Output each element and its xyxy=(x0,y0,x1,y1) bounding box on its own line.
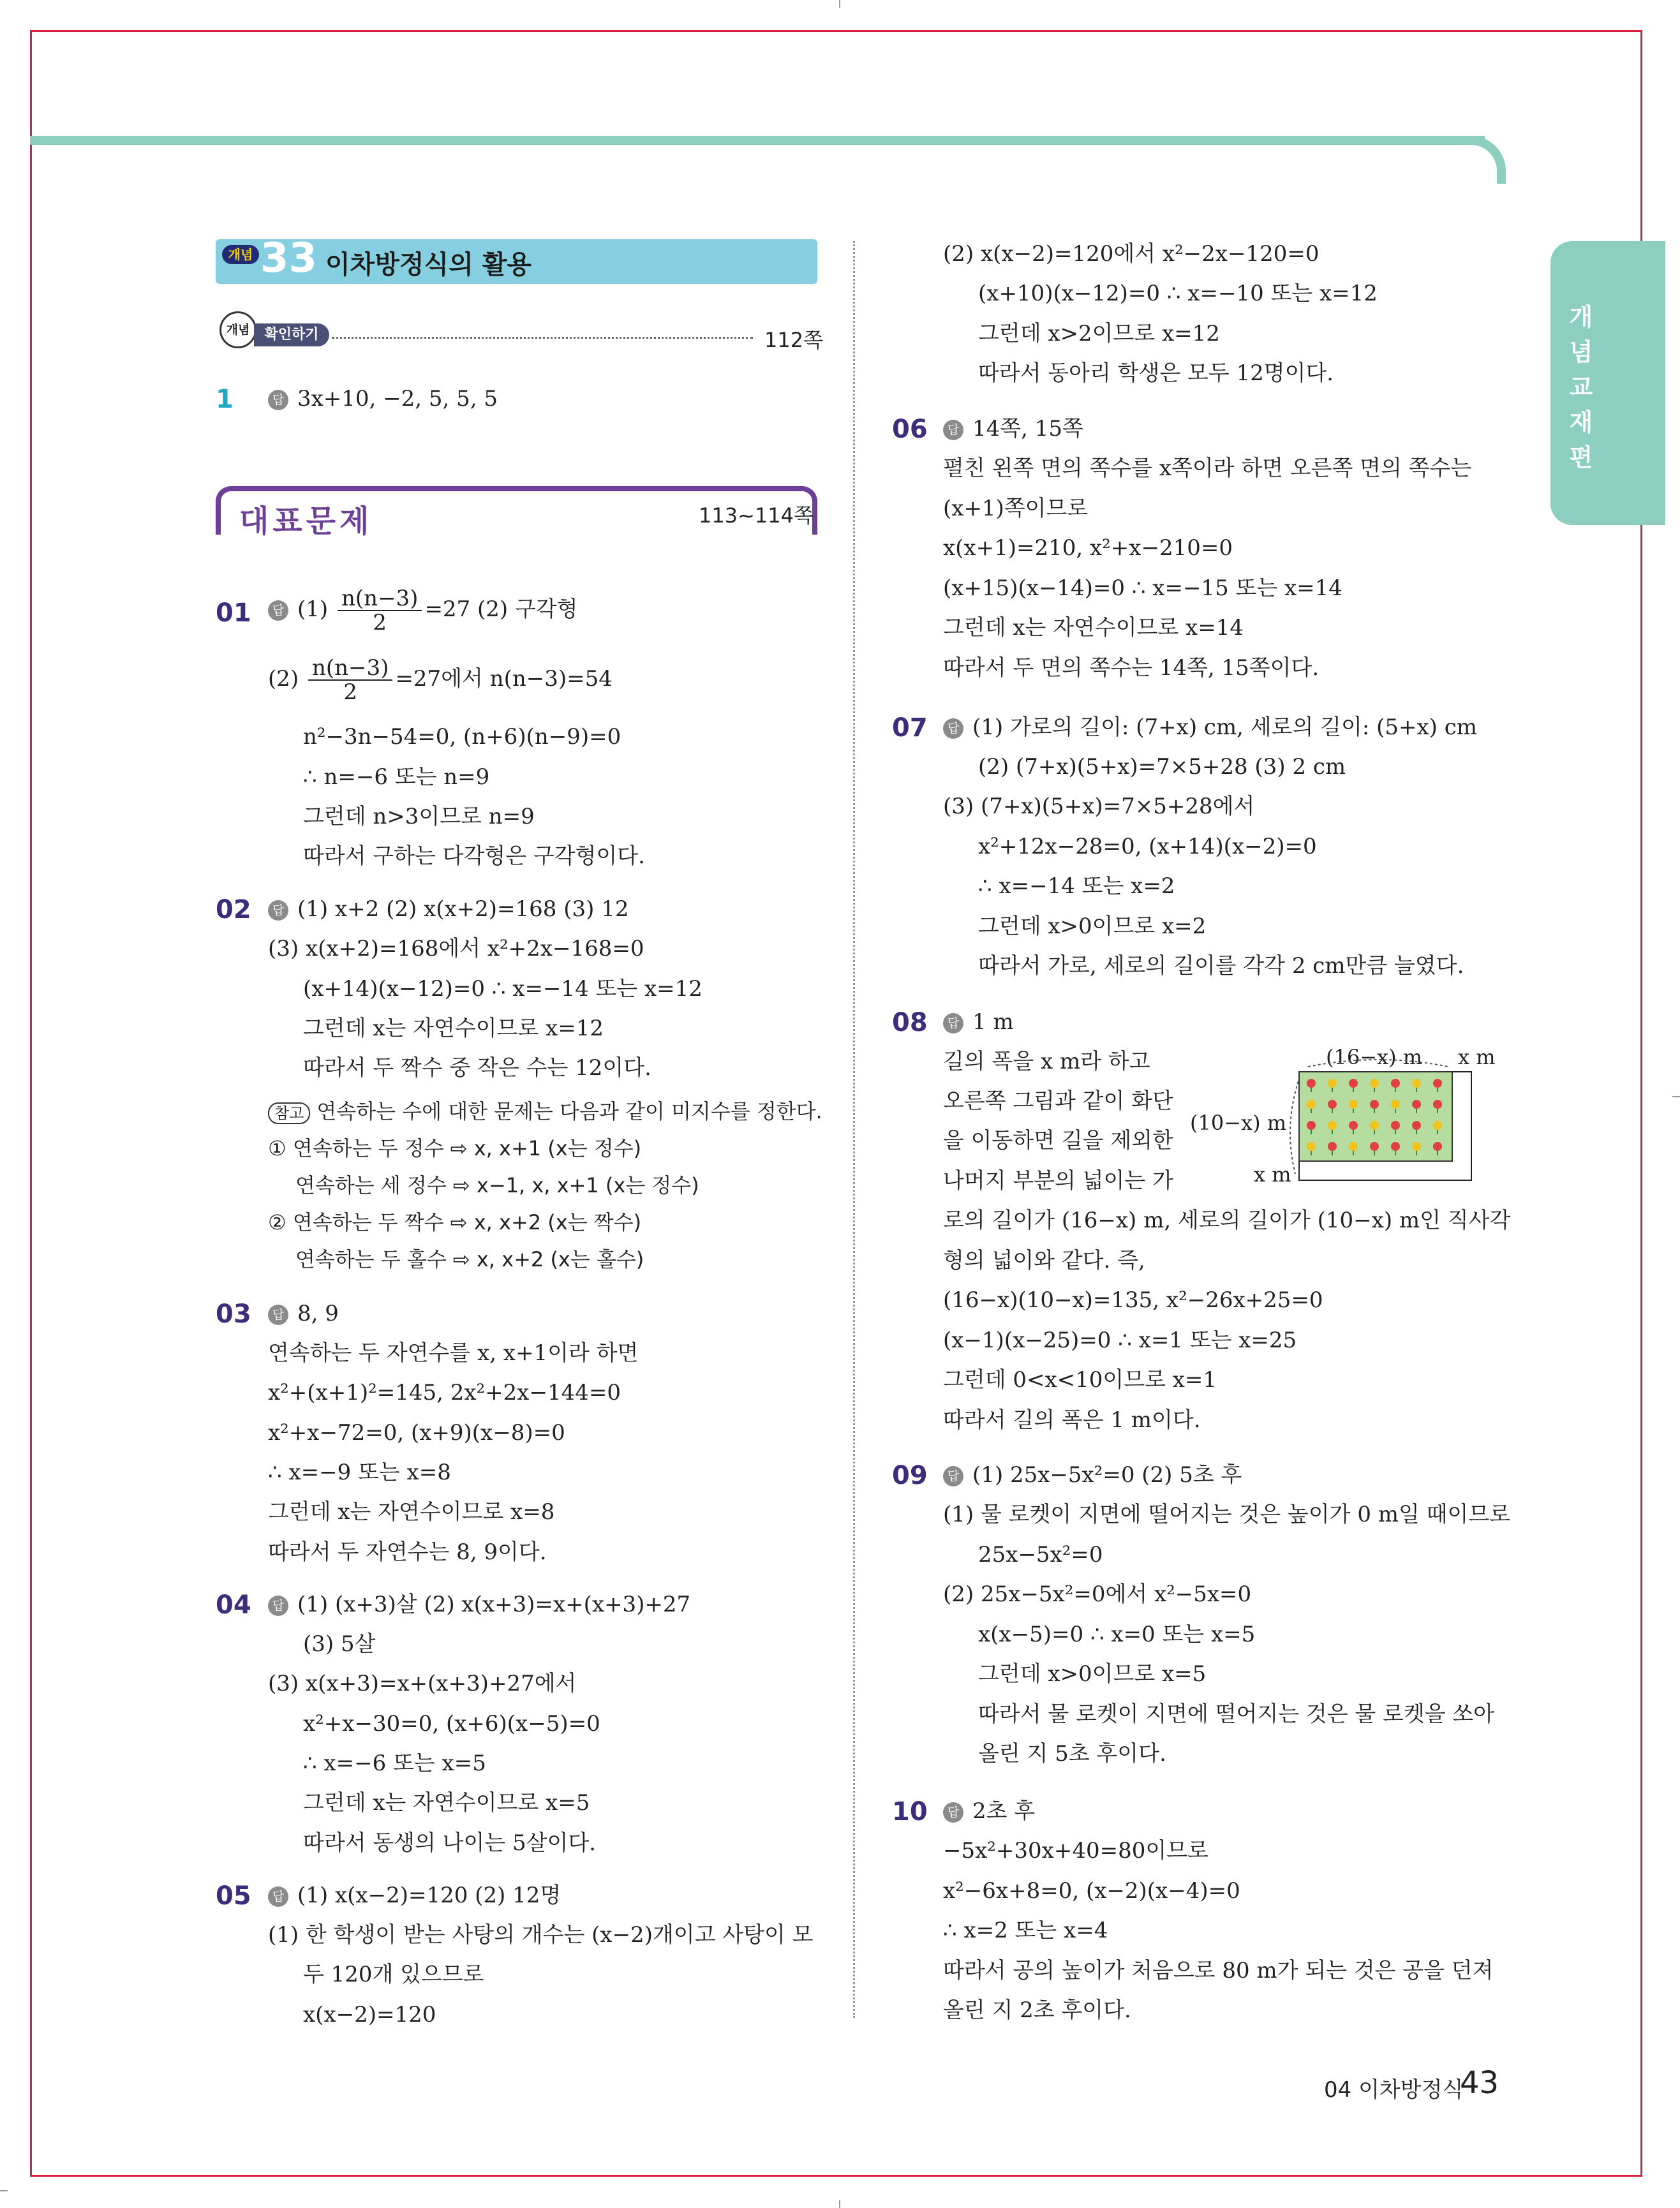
answer-line: 답 2초 후 xyxy=(943,1798,1035,1824)
footer-chapter: 04 이차방정식 xyxy=(1324,2077,1464,2103)
figure-label-top: (16−x) m xyxy=(1326,1045,1423,1069)
answer-icon: 답 xyxy=(943,1802,963,1823)
answer-icon: 답 xyxy=(268,900,288,921)
solution-line: 그런데 n>3이므로 n=9 xyxy=(303,804,535,829)
question-number: 04 xyxy=(216,1590,251,1620)
flower-icon xyxy=(1391,1121,1400,1130)
question-number: 08 xyxy=(892,1008,928,1037)
flower-icon xyxy=(1307,1142,1316,1151)
flower-icon xyxy=(1391,1079,1400,1088)
answer-line: 답 3x+10, −2, 5, 5, 5 xyxy=(268,386,498,411)
solution-line: (x+1)쪽이므로 xyxy=(943,496,1089,521)
answer-line: 답 1 m xyxy=(943,1009,1014,1035)
check-leader-dots xyxy=(332,337,753,339)
answer-line: 답 8, 9 xyxy=(268,1301,339,1326)
flower-icon xyxy=(1370,1079,1379,1088)
flower-icon xyxy=(1349,1121,1358,1130)
solution-line: 나머지 부분의 넓이는 가 xyxy=(943,1168,1173,1194)
solution-line: (1) 한 학생이 받는 사탕의 개수는 (x−2)개이고 사탕이 모 xyxy=(268,1922,814,1948)
answer-line: 답 14쪽, 15쪽 xyxy=(943,416,1083,441)
solution-line: 올린 지 5초 후이다. xyxy=(978,1741,1166,1767)
solution-line: ∴ x=−14 또는 x=2 xyxy=(978,873,1175,899)
solution-line: x²+(x+1)²=145, 2x²+2x−144=0 xyxy=(268,1380,621,1405)
solution-line: ∴ x=2 또는 x=4 xyxy=(943,1918,1108,1943)
solution-line: 오른쪽 그림과 같이 화단 xyxy=(943,1088,1173,1114)
section-title: 이차방정식의 활용 xyxy=(325,250,532,279)
representative-problems-title: 대표문제 xyxy=(239,503,373,539)
side-tab-label: 개념교재편 xyxy=(1569,303,1593,471)
solution-line: x(x+1)=210, x²+x−210=0 xyxy=(943,535,1233,561)
flower-icon xyxy=(1433,1121,1442,1130)
question-number: 05 xyxy=(216,1881,251,1911)
solution-line: (2) $\frac{n(n-3)}{2}$ =27에서 n(n−3)=54 xyxy=(268,655,613,705)
solution-line: 따라서 가로, 세로의 길이를 각각 2 cm만큼 늘였다. xyxy=(978,953,1464,979)
answer-icon: 답 xyxy=(268,1596,288,1616)
question-number: 07 xyxy=(892,713,928,743)
solution-line: 따라서 구하는 다각형은 구각형이다. xyxy=(303,843,645,869)
section-number: 33 xyxy=(260,235,318,282)
solution-line: 그런데 x는 자연수이므로 x=14 xyxy=(943,615,1244,641)
answer-line: 답 (1) 25x−5x²=0 (2) 5초 후 xyxy=(943,1462,1242,1488)
garden-figure xyxy=(1276,1059,1480,1187)
solution-line: x²+x−30=0, (x+6)(x−5)=0 xyxy=(303,1711,600,1737)
column-divider xyxy=(853,241,855,2018)
question-number: 1 xyxy=(216,385,234,414)
answer-icon: 답 xyxy=(268,390,288,410)
solution-line: 연속하는 두 자연수를 x, x+1이라 하면 xyxy=(268,1340,639,1366)
answer-icon: 답 xyxy=(268,600,288,621)
solution-line: (2) x(x−2)=120에서 x²−2x−120=0 xyxy=(943,241,1319,267)
answer-icon: 답 xyxy=(943,718,963,739)
flower-icon xyxy=(1328,1079,1337,1088)
solution-line: (3) (7+x)(5+x)=7×5+28에서 xyxy=(943,794,1255,819)
check-circle: 개념 xyxy=(219,311,256,348)
reference-line: 연속하는 두 홀수 ⇨ x, x+2 (x는 홀수) xyxy=(295,1247,644,1271)
flower-icon xyxy=(1391,1142,1400,1151)
question-number: 06 xyxy=(892,415,928,444)
flower-icon xyxy=(1433,1100,1442,1109)
solution-line: 25x−5x²=0 xyxy=(978,1542,1103,1567)
solution-line: (16−x)(10−x)=135, x²−26x+25=0 xyxy=(943,1287,1323,1313)
answer-line: 답 (1) x(x−2)=120 (2) 12명 xyxy=(268,1883,561,1908)
flower-icon xyxy=(1328,1100,1337,1109)
check-page: 112쪽 xyxy=(764,328,823,352)
crop-mark xyxy=(839,0,840,8)
solution-line: 그런데 x는 자연수이므로 x=12 xyxy=(303,1016,604,1041)
solution-line: 따라서 공의 높이가 처음으로 80 m가 되는 것은 공을 던져 xyxy=(943,1958,1494,1983)
flower-icon xyxy=(1307,1121,1316,1130)
flower-icon xyxy=(1370,1142,1379,1151)
question-number: 09 xyxy=(892,1461,928,1490)
solution-line: 따라서 두 자연수는 8, 9이다. xyxy=(268,1539,547,1565)
answer-line: 답 (1) x+2 (2) x(x+2)=168 (3) 12 xyxy=(268,896,628,922)
representative-problems-page: 113~114쪽 xyxy=(699,503,814,528)
solution-line: 올린 지 2초 후이다. xyxy=(943,1997,1131,2023)
page-number: 43 xyxy=(1460,2065,1499,2101)
reference-line: 연속하는 세 정수 ⇨ x−1, x, x+1 (x는 정수) xyxy=(295,1173,699,1197)
question-number: 03 xyxy=(216,1300,251,1329)
flower-icon xyxy=(1307,1079,1316,1088)
flower-icon xyxy=(1328,1142,1337,1151)
solution-line: x(x−5)=0 ∴ x=0 또는 x=5 xyxy=(978,1622,1256,1647)
crop-mark xyxy=(0,2190,8,2191)
solution-line: ∴ x=−9 또는 x=8 xyxy=(268,1460,451,1485)
flower-icon xyxy=(1370,1100,1379,1109)
solution-line: 따라서 동생의 나이는 5살이다. xyxy=(303,1830,596,1856)
figure-label-xm-left: x m xyxy=(1254,1162,1291,1187)
flower-icon xyxy=(1370,1121,1379,1130)
solution-line: ∴ x=−6 또는 x=5 xyxy=(303,1751,486,1776)
answer-icon: 답 xyxy=(943,1013,963,1034)
solution-line: 따라서 길의 폭은 1 m이다. xyxy=(943,1407,1201,1433)
solution-line: 두 120개 있으므로 xyxy=(303,1962,484,1987)
solution-line: 따라서 두 짝수 중 작은 수는 12이다. xyxy=(303,1055,651,1081)
crop-mark xyxy=(839,2200,840,2208)
solution-line: (x+10)(x−12)=0 ∴ x=−10 또는 x=12 xyxy=(978,281,1378,306)
solution-line: 로의 길이가 (16−x) m, 세로의 길이가 (10−x) m인 직사각 xyxy=(943,1208,1511,1233)
solution-line: (2) 25x−5x²=0에서 x²−5x=0 xyxy=(943,1582,1252,1607)
solution-line: 길의 폭을 x m라 하고 xyxy=(943,1049,1150,1074)
solution-line: 따라서 물 로켓이 지면에 떨어지는 것은 물 로켓을 쏘아 xyxy=(978,1701,1495,1727)
answer-line: 답 (1) 가로의 길이: (7+x) cm, 세로의 길이: (5+x) cm xyxy=(943,715,1477,740)
flower-icon xyxy=(1433,1142,1442,1151)
question-number: 10 xyxy=(892,1797,928,1826)
answer-line: (2) (7+x)(5+x)=7×5+28 (3) 2 cm xyxy=(978,754,1346,780)
flower-icon xyxy=(1349,1142,1358,1151)
solution-line: x²+12x−28=0, (x+14)(x−2)=0 xyxy=(978,834,1317,859)
reference-line: ② 연속하는 두 짝수 ⇨ x, x+2 (x는 짝수) xyxy=(268,1210,642,1234)
solution-line: n²−3n−54=0, (n+6)(n−9)=0 xyxy=(303,724,621,750)
flower-icon xyxy=(1349,1079,1358,1088)
solution-line: (x+15)(x−14)=0 ∴ x=−15 또는 x=14 xyxy=(943,575,1342,601)
figure-label-left: (10−x) m xyxy=(1190,1111,1287,1135)
solution-line: 그런데 x는 자연수이므로 x=5 xyxy=(303,1790,590,1816)
flower-icon xyxy=(1412,1100,1421,1109)
flower-icon xyxy=(1412,1121,1421,1130)
flower-icon xyxy=(1391,1100,1400,1109)
solution-line: x²+x−72=0, (x+9)(x−8)=0 xyxy=(268,1420,565,1446)
section-badge: 개념 xyxy=(222,245,259,264)
answer-line: 답 (1) (x+3)살 (2) x(x+3)=x+(x+3)+27 xyxy=(268,1592,690,1617)
reference-line: ① 연속하는 두 정수 ⇨ x, x+1 (x는 정수) xyxy=(268,1136,642,1160)
figure-label-xm-top: x m xyxy=(1458,1045,1496,1069)
answer-icon: 답 xyxy=(943,1466,963,1486)
answer-line: (3) 5살 xyxy=(303,1631,376,1657)
solution-line: (3) x(x+2)=168에서 x²+2x−168=0 xyxy=(268,936,644,961)
flower-icon xyxy=(1349,1100,1358,1109)
solution-line: 형의 넓이와 같다. 즉, xyxy=(943,1248,1145,1273)
answer-icon: 답 xyxy=(268,1886,288,1907)
answer-line: 답 (1) $\frac{n(n-3)}{2}$ =27 (2) 구각형 xyxy=(268,586,578,634)
solution-line: 펼친 왼쪽 면의 쪽수를 x쪽이라 하면 오른쪽 면의 쪽수는 xyxy=(943,456,1472,481)
check-pill: 확인하기 xyxy=(254,323,329,346)
solution-line: 그런데 x>2이므로 x=12 xyxy=(978,321,1220,346)
flower-icon xyxy=(1328,1121,1337,1130)
solution-line: x(x−2)=120 xyxy=(303,2002,436,2027)
answer-icon: 답 xyxy=(943,420,963,440)
solution-line: 그런데 x>0이므로 x=5 xyxy=(978,1661,1207,1687)
top-rule xyxy=(30,136,1485,145)
solution-line: 그런데 0<x<10이므로 x=1 xyxy=(943,1367,1217,1393)
solution-line: (x+14)(x−12)=0 ∴ x=−14 또는 x=12 xyxy=(303,976,702,1002)
question-number: 02 xyxy=(216,895,251,924)
solution-line: 그런데 x는 자연수이므로 x=8 xyxy=(268,1499,555,1525)
flower-icon xyxy=(1412,1079,1421,1088)
question-number: 01 xyxy=(216,598,251,628)
crop-mark xyxy=(1672,1096,1680,1097)
solution-line: x²−6x+8=0, (x−2)(x−4)=0 xyxy=(943,1878,1240,1904)
solution-line: 따라서 동아리 학생은 모두 12명이다. xyxy=(978,360,1334,386)
reference-note: 참고 연속하는 수에 대한 문제는 다음과 같이 미지수를 정한다. xyxy=(268,1099,822,1124)
solution-line: (x−1)(x−25)=0 ∴ x=1 또는 x=25 xyxy=(943,1328,1297,1353)
flower-icon xyxy=(1307,1100,1316,1109)
solution-line: (3) x(x+3)=x+(x+3)+27에서 xyxy=(268,1671,577,1696)
answer-icon: 답 xyxy=(268,1305,288,1325)
solution-line: (1) 물 로켓이 지면에 떨어지는 것은 높이가 0 m일 때이므로 xyxy=(943,1502,1511,1527)
solution-line: −5x²+30x+40=80이므로 xyxy=(943,1838,1208,1863)
flower-icon xyxy=(1412,1142,1421,1151)
solution-line: ∴ n=−6 또는 n=9 xyxy=(303,764,490,790)
solution-line: 따라서 두 면의 쪽수는 14쪽, 15쪽이다. xyxy=(943,655,1319,681)
flower-icon xyxy=(1433,1079,1442,1088)
reference-tag: 참고 xyxy=(268,1102,310,1124)
solution-line: 그런데 x>0이므로 x=2 xyxy=(978,914,1207,939)
solution-line: 을 이동하면 길을 제외한 xyxy=(943,1128,1173,1153)
